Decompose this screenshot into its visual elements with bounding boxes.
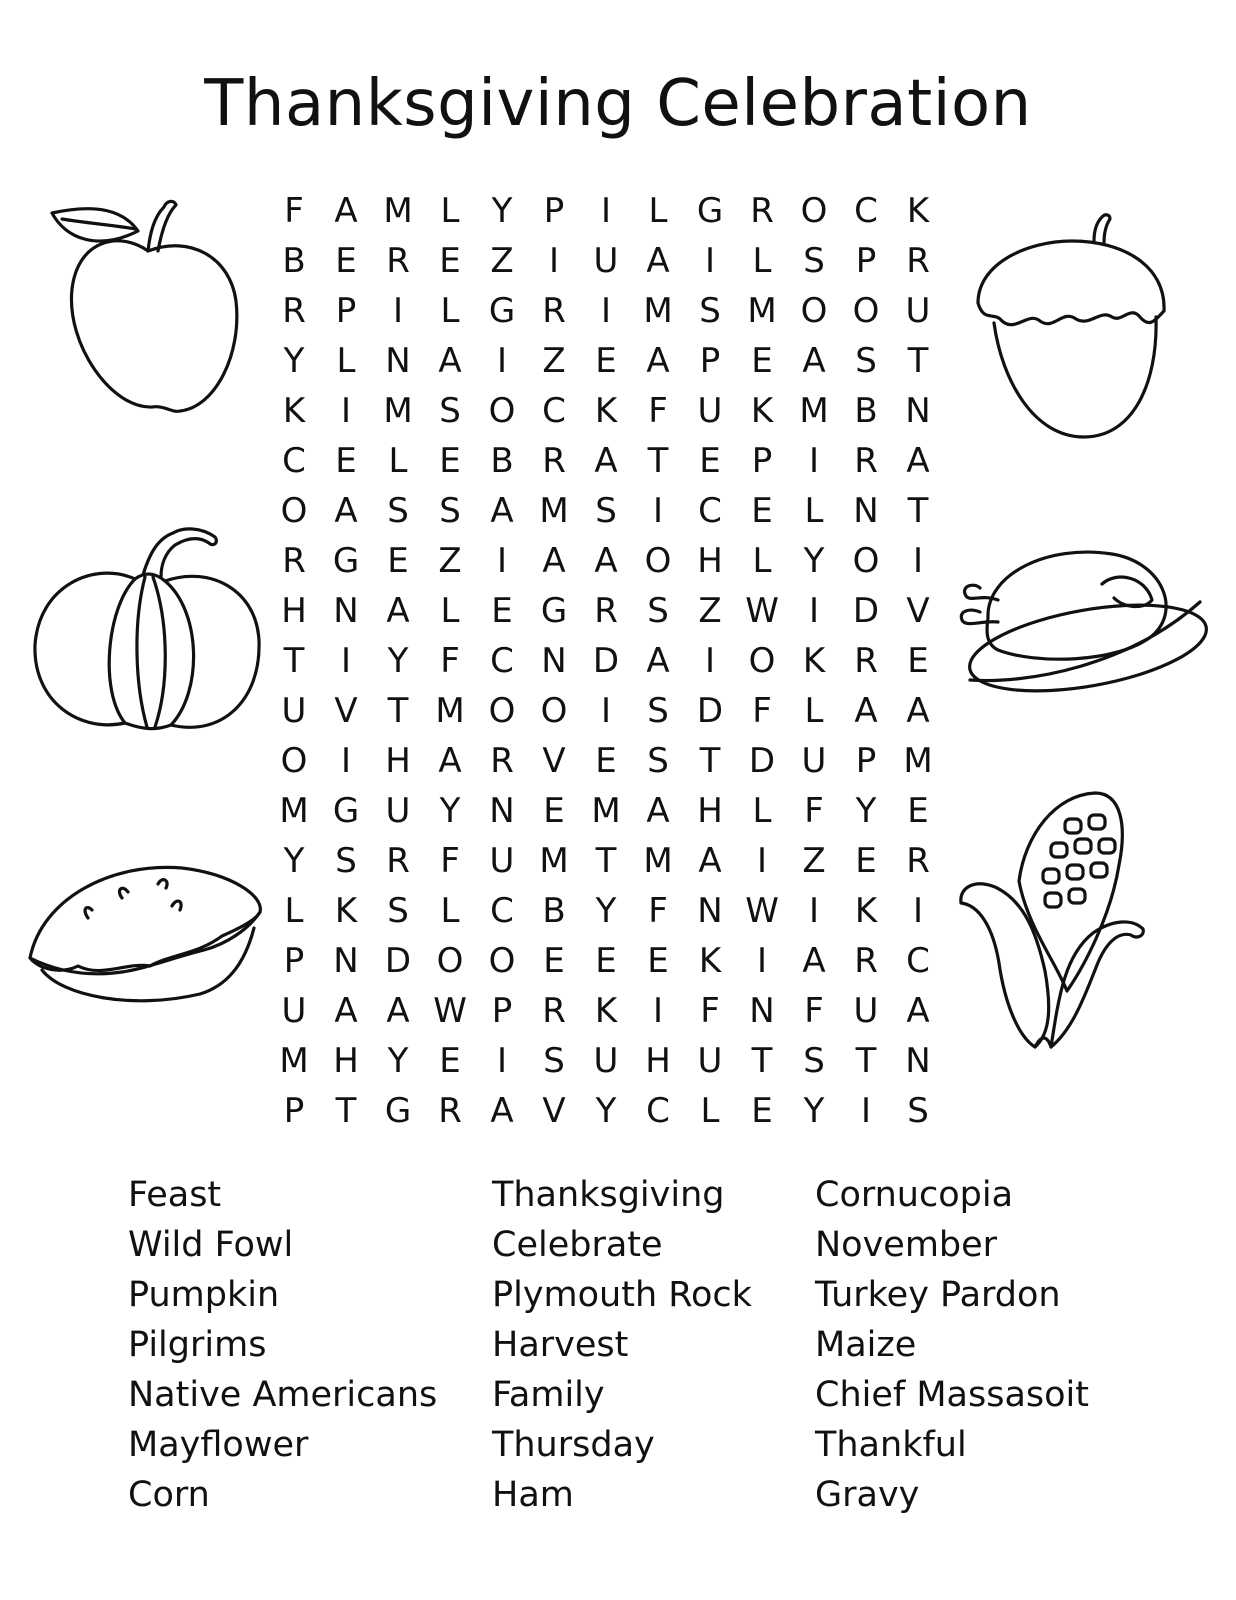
- grid-letter: E: [699, 441, 721, 481]
- grid-letter: I: [600, 291, 612, 331]
- grid-letter: C: [646, 1091, 670, 1131]
- grid-letter: U: [281, 691, 307, 731]
- grid-letter: A: [646, 791, 670, 831]
- grid-letter: L: [752, 541, 772, 581]
- grid-letter: L: [752, 241, 772, 281]
- grid-letter: O: [280, 741, 308, 781]
- grid-letter: T: [335, 1091, 357, 1131]
- grid-letter: T: [907, 491, 929, 531]
- grid-letter: E: [907, 641, 929, 681]
- grid-letter: L: [804, 491, 824, 531]
- grid-letter: I: [600, 691, 612, 731]
- grid-row: [268, 836, 944, 886]
- grid-letter: R: [542, 291, 566, 331]
- grid-letter: F: [648, 391, 668, 431]
- grid-letter: K: [594, 391, 618, 431]
- grid-letter: O: [748, 641, 776, 681]
- grid-letter: P: [855, 241, 877, 281]
- grid-letter: S: [439, 391, 461, 431]
- word-list-item: Chief Massasoit: [815, 1375, 1089, 1415]
- grid-letter: I: [340, 641, 352, 681]
- grid-letter: A: [334, 991, 358, 1031]
- grid-letter: M: [539, 841, 569, 881]
- grid-row: [268, 986, 944, 1036]
- grid-row: [268, 586, 944, 636]
- grid-row: [268, 736, 944, 786]
- grid-letter: O: [540, 691, 568, 731]
- grid-letter: I: [340, 741, 352, 781]
- grid-letter: Y: [803, 1091, 825, 1131]
- grid-letter: U: [385, 791, 411, 831]
- grid-letter: P: [751, 441, 773, 481]
- grid-letter: I: [860, 1091, 872, 1131]
- grid-letter: U: [853, 991, 879, 1031]
- grid-letter: C: [698, 491, 722, 531]
- grid-letter: N: [541, 641, 567, 681]
- grid-letter: A: [490, 491, 514, 531]
- word-list-item: Turkey Pardon: [815, 1275, 1061, 1315]
- grid-letter: M: [383, 391, 413, 431]
- grid-letter: I: [912, 541, 924, 581]
- grid-letter: P: [699, 341, 721, 381]
- grid-row: [268, 286, 944, 336]
- grid-letter: R: [386, 841, 410, 881]
- grid-letter: Y: [283, 341, 305, 381]
- grid-letter: M: [591, 791, 621, 831]
- grid-letter: A: [646, 641, 670, 681]
- grid-letter: B: [282, 241, 306, 281]
- grid-letter: E: [491, 591, 513, 631]
- grid-letter: O: [488, 941, 516, 981]
- grid-letter: L: [440, 291, 460, 331]
- grid-letter: C: [282, 441, 306, 481]
- grid-letter: T: [699, 741, 721, 781]
- grid-letter: G: [332, 541, 360, 581]
- grid-letter: K: [594, 991, 618, 1031]
- grid-letter: E: [439, 441, 461, 481]
- grid-letter: R: [854, 441, 878, 481]
- grid-letter: E: [439, 1041, 461, 1081]
- grid-letter: A: [854, 691, 878, 731]
- grid-letter: N: [333, 591, 359, 631]
- grid-letter: P: [491, 991, 513, 1031]
- grid-letter: S: [803, 241, 825, 281]
- grid-letter: M: [643, 841, 673, 881]
- grid-letter: A: [646, 241, 670, 281]
- grid-letter: G: [696, 191, 724, 231]
- word-list-item: Ham: [492, 1475, 574, 1515]
- grid-letter: R: [386, 241, 410, 281]
- grid-letter: W: [745, 891, 779, 931]
- grid-letter: H: [697, 791, 723, 831]
- grid-letter: V: [542, 741, 566, 781]
- grid-letter: E: [595, 741, 617, 781]
- grid-letter: B: [490, 441, 514, 481]
- grid-letter: U: [593, 241, 619, 281]
- grid-letter: B: [854, 391, 878, 431]
- grid-letter: W: [433, 991, 467, 1031]
- grid-letter: F: [752, 691, 772, 731]
- grid-letter: A: [386, 991, 410, 1031]
- grid-letter: I: [756, 841, 768, 881]
- grid-letter: A: [542, 541, 566, 581]
- grid-letter: G: [488, 291, 516, 331]
- grid-letter: U: [697, 391, 723, 431]
- word-list-item: Corn: [128, 1475, 210, 1515]
- grid-letter: M: [435, 691, 465, 731]
- grid-letter: S: [595, 491, 617, 531]
- grid-letter: H: [385, 741, 411, 781]
- grid-letter: A: [906, 441, 930, 481]
- word-list-item: Thanksgiving: [492, 1175, 725, 1215]
- grid-letter: T: [283, 641, 305, 681]
- acorn-icon: [972, 205, 1172, 455]
- grid-letter: S: [647, 591, 669, 631]
- grid-letter: Y: [283, 841, 305, 881]
- word-list-item: Celebrate: [492, 1225, 663, 1265]
- grid-letter: U: [905, 291, 931, 331]
- word-list-item: Mayflower: [128, 1425, 309, 1465]
- grid-letter: M: [279, 1041, 309, 1081]
- grid-letter: C: [490, 891, 514, 931]
- grid-letter: M: [643, 291, 673, 331]
- word-list-item: Maize: [815, 1325, 917, 1365]
- grid-letter: F: [804, 991, 824, 1031]
- grid-letter: A: [802, 341, 826, 381]
- grid-row: [268, 886, 944, 936]
- grid-letter: A: [802, 941, 826, 981]
- grid-letter: Y: [803, 541, 825, 581]
- grid-letter: Y: [595, 891, 617, 931]
- grid-letter: N: [905, 1041, 931, 1081]
- grid-letter: P: [283, 1091, 305, 1131]
- grid-letter: L: [440, 191, 460, 231]
- grid-letter: N: [385, 341, 411, 381]
- grid-letter: O: [800, 291, 828, 331]
- grid-letter: I: [756, 941, 768, 981]
- grid-letter: S: [803, 1041, 825, 1081]
- word-list-item: Feast: [128, 1175, 222, 1215]
- grid-letter: D: [748, 741, 776, 781]
- grid-letter: A: [438, 341, 462, 381]
- grid-letter: Y: [595, 1091, 617, 1131]
- grid-letter: R: [750, 191, 774, 231]
- grid-letter: L: [440, 591, 460, 631]
- word-list-item: Harvest: [492, 1325, 629, 1365]
- grid-letter: H: [333, 1041, 359, 1081]
- grid-row: [268, 636, 944, 686]
- grid-letter: I: [496, 1041, 508, 1081]
- grid-letter: L: [388, 441, 408, 481]
- grid-letter: C: [490, 641, 514, 681]
- word-list-column-3: [815, 1170, 1089, 1520]
- grid-letter: H: [281, 591, 307, 631]
- grid-letter: V: [542, 1091, 566, 1131]
- grid-letter: E: [647, 941, 669, 981]
- grid-letter: Y: [439, 791, 461, 831]
- grid-letter: I: [600, 191, 612, 231]
- word-list-item: Wild Fowl: [128, 1225, 294, 1265]
- grid-letter: G: [384, 1091, 412, 1131]
- grid-letter: Y: [855, 791, 877, 831]
- grid-letter: Y: [387, 1041, 409, 1081]
- grid-row: [268, 336, 944, 386]
- grid-letter: S: [699, 291, 721, 331]
- grid-letter: V: [906, 591, 930, 631]
- grid-letter: A: [438, 741, 462, 781]
- grid-letter: W: [745, 591, 779, 631]
- grid-letter: L: [336, 341, 356, 381]
- grid-letter: G: [540, 591, 568, 631]
- grid-letter: K: [906, 191, 930, 231]
- grid-letter: C: [906, 941, 930, 981]
- grid-letter: V: [334, 691, 358, 731]
- grid-letter: A: [594, 541, 618, 581]
- grid-letter: R: [854, 641, 878, 681]
- grid-letter: E: [595, 941, 617, 981]
- word-list-item: Cornucopia: [815, 1175, 1014, 1215]
- grid-letter: A: [906, 991, 930, 1031]
- grid-letter: I: [548, 241, 560, 281]
- grid-row: [268, 236, 944, 286]
- grid-letter: P: [283, 941, 305, 981]
- grid-letter: H: [697, 541, 723, 581]
- grid-letter: G: [332, 791, 360, 831]
- grid-letter: S: [439, 491, 461, 531]
- grid-letter: O: [644, 541, 672, 581]
- word-list-item: November: [815, 1225, 998, 1265]
- grid-letter: K: [698, 941, 722, 981]
- grid-letter: Y: [491, 191, 513, 231]
- grid-letter: E: [335, 241, 357, 281]
- grid-letter: E: [595, 341, 617, 381]
- apple-icon: [40, 185, 250, 425]
- grid-letter: E: [907, 791, 929, 831]
- grid-letter: I: [652, 991, 664, 1031]
- grid-letter: C: [854, 191, 878, 231]
- grid-letter: R: [542, 441, 566, 481]
- grid-letter: I: [496, 341, 508, 381]
- grid-letter: F: [804, 791, 824, 831]
- grid-letter: S: [855, 341, 877, 381]
- grid-letter: I: [392, 291, 404, 331]
- grid-letter: O: [280, 491, 308, 531]
- grid-letter: I: [652, 491, 664, 531]
- grid-letter: I: [704, 641, 716, 681]
- grid-letter: A: [698, 841, 722, 881]
- grid-row: [268, 786, 944, 836]
- grid-letter: M: [539, 491, 569, 531]
- grid-letter: M: [279, 791, 309, 831]
- grid-letter: E: [543, 791, 565, 831]
- word-list-item: Pilgrims: [128, 1325, 267, 1365]
- grid-letter: I: [704, 241, 716, 281]
- grid-letter: E: [387, 541, 409, 581]
- grid-letter: U: [489, 841, 515, 881]
- grid-letter: R: [854, 941, 878, 981]
- grid-letter: S: [543, 1041, 565, 1081]
- grid-letter: T: [647, 441, 669, 481]
- grid-letter: F: [700, 991, 720, 1031]
- grid-row: [268, 686, 944, 736]
- grid-letter: F: [440, 841, 460, 881]
- grid-letter: Z: [490, 241, 514, 281]
- word-list-item: Thursday: [492, 1425, 655, 1465]
- grid-letter: U: [593, 1041, 619, 1081]
- grid-letter: R: [490, 741, 514, 781]
- grid-letter: K: [750, 391, 774, 431]
- pie-icon: [22, 858, 270, 1013]
- grid-letter: R: [906, 241, 930, 281]
- grid-letter: Z: [438, 541, 462, 581]
- grid-letter: E: [439, 241, 461, 281]
- grid-letter: E: [751, 1091, 773, 1131]
- word-list-item: Thankful: [815, 1425, 967, 1465]
- grid-letter: T: [751, 1041, 773, 1081]
- grid-letter: D: [592, 641, 620, 681]
- grid-letter: R: [438, 1091, 462, 1131]
- grid-letter: A: [906, 691, 930, 731]
- grid-letter: O: [852, 291, 880, 331]
- grid-letter: O: [488, 691, 516, 731]
- grid-letter: I: [340, 391, 352, 431]
- grid-letter: N: [749, 991, 775, 1031]
- turkey-icon: [938, 540, 1210, 695]
- grid-letter: F: [648, 891, 668, 931]
- grid-letter: P: [335, 291, 357, 331]
- page-title: Thanksgiving Celebration: [204, 67, 1032, 141]
- corn-icon: [955, 785, 1155, 1055]
- grid-letter: U: [697, 1041, 723, 1081]
- grid-letter: A: [490, 1091, 514, 1131]
- grid-letter: E: [335, 441, 357, 481]
- grid-letter: N: [697, 891, 723, 931]
- grid-letter: S: [647, 691, 669, 731]
- grid-letter: K: [282, 391, 306, 431]
- grid-letter: L: [752, 791, 772, 831]
- grid-letter: Y: [387, 641, 409, 681]
- grid-letter: R: [906, 841, 930, 881]
- grid-letter: S: [387, 491, 409, 531]
- grid-letter: A: [334, 491, 358, 531]
- grid-letter: R: [542, 991, 566, 1031]
- grid-letter: N: [853, 491, 879, 531]
- grid-letter: E: [751, 491, 773, 531]
- grid-row: [268, 1086, 944, 1136]
- grid-row: [268, 536, 944, 586]
- grid-letter: E: [855, 841, 877, 881]
- grid-letter: O: [800, 191, 828, 231]
- grid-letter: N: [905, 391, 931, 431]
- grid-letter: S: [647, 741, 669, 781]
- grid-letter: O: [852, 541, 880, 581]
- grid-letter: S: [335, 841, 357, 881]
- grid-letter: L: [440, 891, 460, 931]
- grid-letter: D: [696, 691, 724, 731]
- grid-row: [268, 386, 944, 436]
- grid-letter: D: [852, 591, 880, 631]
- word-list-item: Native Americans: [128, 1375, 438, 1415]
- grid-row: [268, 936, 944, 986]
- grid-letter: F: [440, 641, 460, 681]
- grid-letter: T: [855, 1041, 877, 1081]
- grid-letter: L: [700, 1091, 720, 1131]
- grid-letter: S: [907, 1091, 929, 1131]
- word-list-column-1: [128, 1170, 437, 1520]
- word-list-item: Gravy: [815, 1475, 920, 1515]
- grid-letter: Z: [698, 591, 722, 631]
- grid-row: [268, 1036, 944, 1086]
- grid-letter: T: [907, 341, 929, 381]
- grid-letter: D: [384, 941, 412, 981]
- word-list-item: Pumpkin: [128, 1275, 280, 1315]
- grid-letter: O: [436, 941, 464, 981]
- grid-row: [268, 486, 944, 536]
- grid-letter: K: [334, 891, 358, 931]
- grid-letter: B: [542, 891, 566, 931]
- word-list-item: Plymouth Rock: [492, 1275, 752, 1315]
- grid-letter: Z: [542, 341, 566, 381]
- grid-letter: P: [543, 191, 565, 231]
- grid-letter: N: [489, 791, 515, 831]
- grid-letter: L: [648, 191, 668, 231]
- grid-letter: R: [282, 291, 306, 331]
- grid-letter: C: [542, 391, 566, 431]
- grid-letter: F: [284, 191, 304, 231]
- grid-letter: I: [808, 441, 820, 481]
- word-list-column-2: [492, 1170, 752, 1520]
- grid-letter: N: [333, 941, 359, 981]
- word-search-grid: [268, 186, 944, 1136]
- pumpkin-icon: [25, 515, 270, 740]
- grid-letter: R: [282, 541, 306, 581]
- grid-letter: I: [912, 891, 924, 931]
- grid-letter: M: [799, 391, 829, 431]
- grid-letter: L: [284, 891, 304, 931]
- grid-letter: M: [903, 741, 933, 781]
- grid-letter: H: [645, 1041, 671, 1081]
- word-list-item: Family: [492, 1375, 605, 1415]
- grid-letter: O: [488, 391, 516, 431]
- grid-letter: U: [281, 991, 307, 1031]
- grid-letter: K: [802, 641, 826, 681]
- grid-letter: I: [808, 591, 820, 631]
- grid-letter: I: [808, 891, 820, 931]
- grid-letter: R: [594, 591, 618, 631]
- grid-letter: A: [646, 341, 670, 381]
- grid-letter: E: [751, 341, 773, 381]
- grid-row: [268, 186, 944, 236]
- grid-letter: P: [855, 741, 877, 781]
- grid-letter: M: [747, 291, 777, 331]
- grid-letter: K: [854, 891, 878, 931]
- grid-row: [268, 436, 944, 486]
- grid-letter: A: [334, 191, 358, 231]
- grid-letter: E: [543, 941, 565, 981]
- grid-letter: T: [387, 691, 409, 731]
- grid-letter: S: [387, 891, 409, 931]
- grid-letter: A: [386, 591, 410, 631]
- grid-letter: L: [804, 691, 824, 731]
- grid-letter: Z: [802, 841, 826, 881]
- grid-letter: T: [595, 841, 617, 881]
- grid-letter: U: [801, 741, 827, 781]
- grid-letter: M: [383, 191, 413, 231]
- grid-letter: A: [594, 441, 618, 481]
- grid-letter: I: [496, 541, 508, 581]
